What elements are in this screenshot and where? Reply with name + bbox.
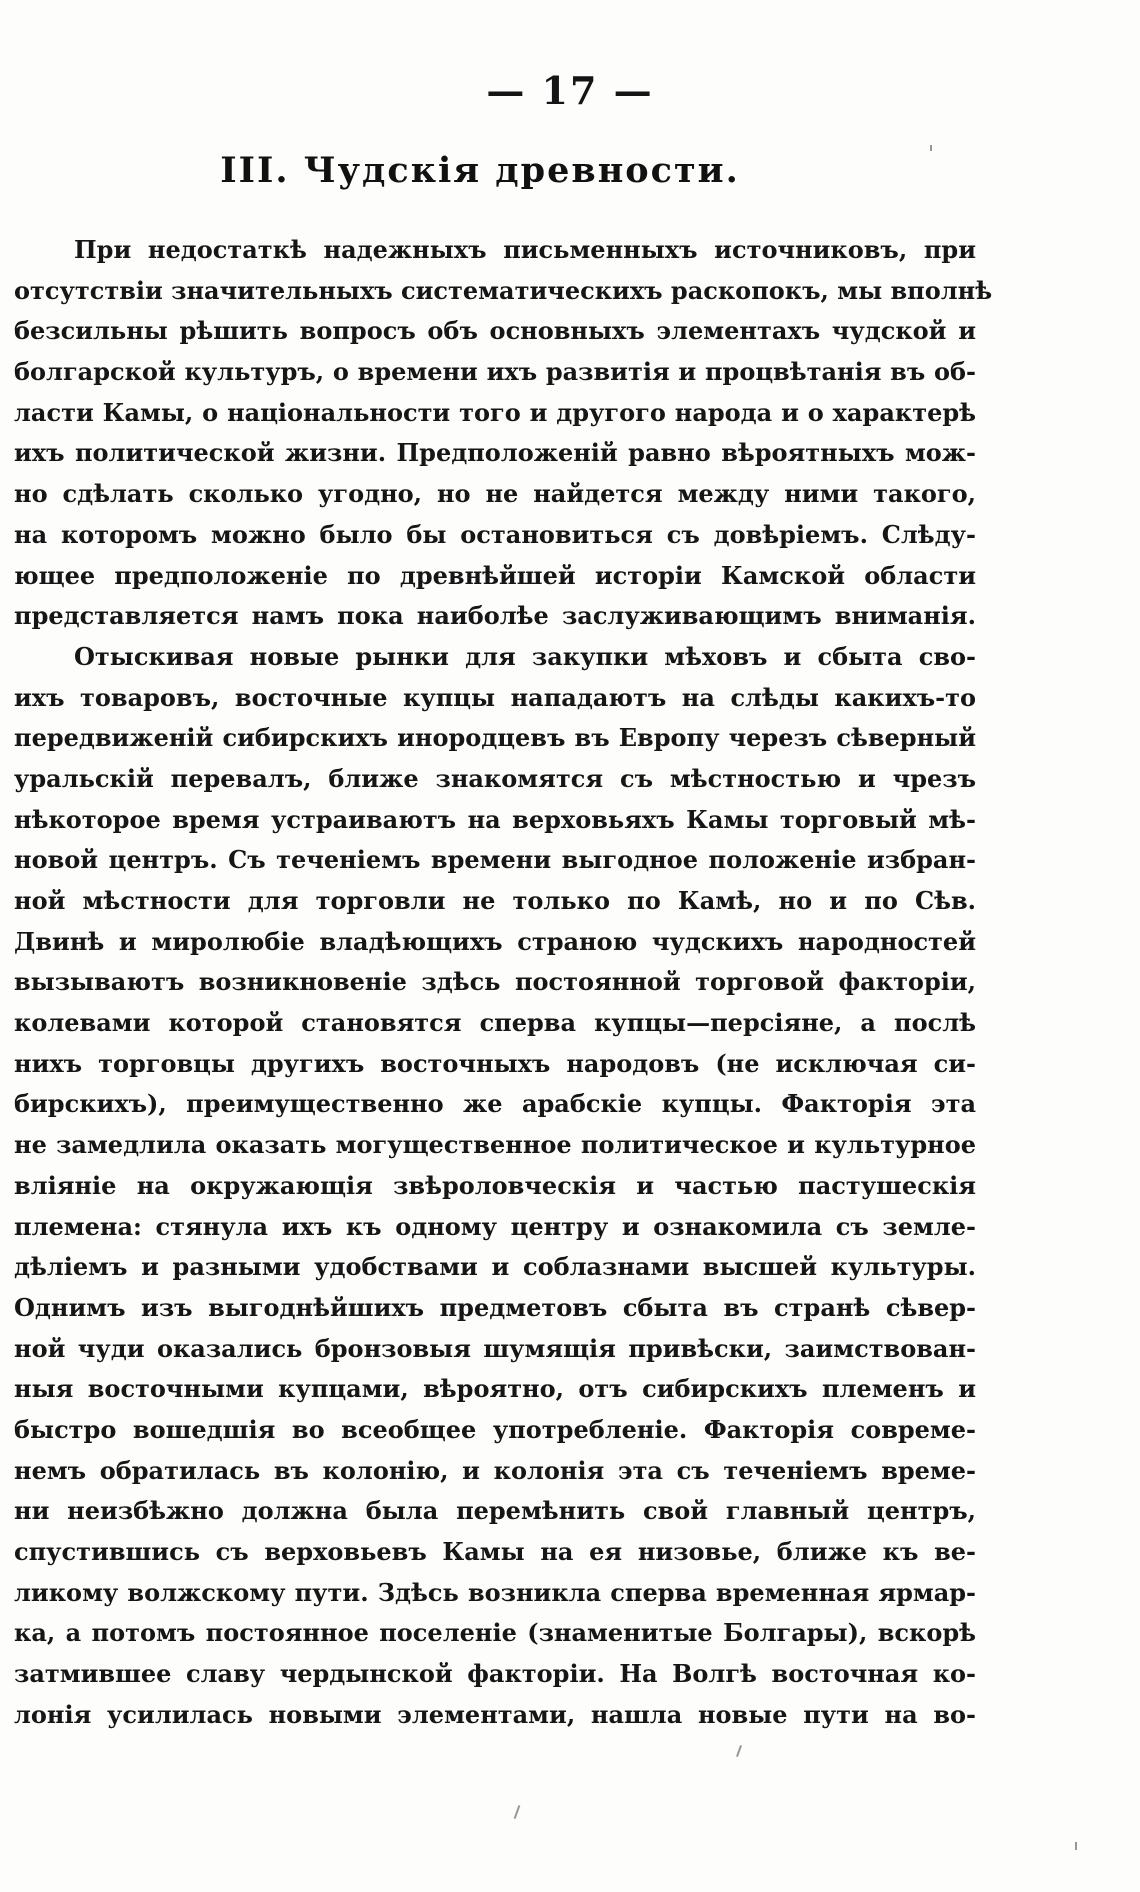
- text-line: ющее предположеніе по древнѣйшей исторіи Камской области: [14, 560, 976, 590]
- text-line: дѣліемъ и разными удобствами и соблазнами высшей культуры.: [14, 1252, 976, 1282]
- text-line: ныя восточными купцами, вѣроятно, отъ сибирскихъ племенъ и: [14, 1374, 976, 1404]
- text-line: безсильны рѣшить вопросъ объ основныхъ элементахъ чудской и: [14, 316, 976, 346]
- text-line: ной чуди оказались бронзовыя шумящія привѣски, заимствован-: [14, 1333, 976, 1363]
- scan-speck: [514, 1805, 521, 1819]
- text-line: Однимъ изъ выгоднѣйшихъ предметовъ сбыта въ странѣ сѣвер-: [14, 1292, 976, 1322]
- text-line: бирскихъ), преимущественно же арабскіе купцы. Факторія эта: [14, 1089, 976, 1119]
- text-line: При недостаткѣ надежныхъ письменныхъ источниковъ, при: [74, 235, 976, 264]
- text-line: передвиженій сибирскихъ инородцевъ въ Европу черезъ сѣверный: [14, 723, 976, 753]
- text-line: спустившись съ верховьевъ Камы на ея низовье, ближе къ ве-: [14, 1537, 976, 1566]
- text-line: Двинѣ и миролюбіе владѣющихъ страною чудскихъ народностей: [14, 926, 976, 956]
- text-line: вызываютъ возникновеніе здѣсь постоянной торговой факторіи,: [14, 967, 976, 997]
- text-line: быстро вошедшія во всеобщее употребленіе. Факторія совреме-: [14, 1414, 976, 1444]
- text-line: лонія усилилась новыми элементами, нашла новые пути на во-: [14, 1699, 976, 1729]
- text-line: нѣкоторое время устраиваютъ на верховьяхъ Камы торговый мѣ-: [14, 804, 976, 834]
- text-line: на которомъ можно было бы остановиться съ довѣріемъ. Слѣду-: [14, 519, 976, 549]
- text-line: представляется намъ пока наиболѣе заслуживающимъ вниманія.: [14, 601, 976, 631]
- scan-speck: [1075, 1842, 1077, 1850]
- text-line: ихъ политической жизни. Предположеній равно вѣроятныхъ мож-: [14, 438, 976, 468]
- text-line: ихъ товаровъ, восточные купцы нападаютъ на слѣды какихъ-то: [14, 682, 976, 712]
- text-line: племена: стянула ихъ къ одному центру и ознакомила съ земле-: [14, 1211, 976, 1241]
- text-line: вліяніе на окружающія звѣроловческія и частью пастушескія: [14, 1170, 976, 1200]
- text-line: но сдѣлать сколько угодно, но не найдется между ними такого,: [14, 479, 976, 509]
- text-line: ласти Камы, о національности того и другого народа и о характерѣ: [14, 397, 976, 427]
- scan-speck: [736, 1745, 742, 1757]
- text-line: уральскій перевалъ, ближе знакомятся съ мѣстностью и чрезъ: [14, 763, 976, 793]
- page-number: — 17 —: [486, 68, 654, 113]
- text-line: ни неизбѣжно должна была перемѣнить свой главный центръ,: [14, 1496, 976, 1526]
- chapter-title: III. Чудскія древности.: [220, 150, 740, 191]
- text-line: ликому волжскому пути. Здѣсь возникла сперва временная ярмар-: [14, 1577, 976, 1607]
- text-line: немъ обратилась въ колонію, и колонія эта съ теченіемъ време-: [14, 1455, 976, 1485]
- text-line: болгарской культуръ, о времени ихъ развитія и процвѣтанія въ об-: [14, 357, 976, 387]
- text-line: затмившее славу чердынской факторіи. На Волгѣ восточная ко-: [14, 1659, 976, 1689]
- text-line: ной мѣстности для торговли не только по Камѣ, но и по Сѣв.: [14, 886, 976, 915]
- text-line: не замедлила оказать могущественное политическое и культурное: [14, 1130, 976, 1160]
- text-line: Отыскивая новые рынки для закупки мѣховъ и сбыта сво-: [74, 641, 976, 671]
- text-line: новой центръ. Съ теченіемъ времени выгодное положеніе избран-: [14, 845, 976, 875]
- body-text: [14, 230, 993, 1729]
- scan-speck: [930, 145, 932, 151]
- text-line: ка, а потомъ постоянное поселеніе (знаменитые Болгары), вскорѣ: [14, 1618, 976, 1648]
- text-line: нихъ торговцы другихъ восточныхъ народовъ (не исключая си-: [14, 1048, 976, 1078]
- text-line: колевами которой становятся сперва купцы—персіяне, а послѣ: [14, 1008, 976, 1038]
- text-line: отсутствіи значительныхъ систематическихъ раскопокъ, мы вполнѣ: [14, 275, 993, 305]
